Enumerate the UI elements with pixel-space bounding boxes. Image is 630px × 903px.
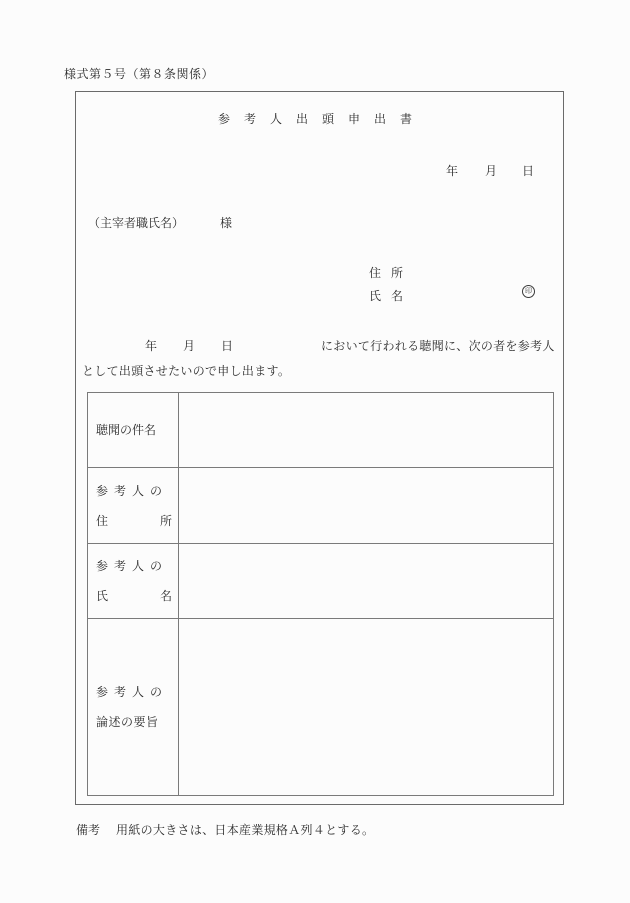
addressee-honorific: 様 bbox=[220, 216, 233, 230]
table-row-statement-summary bbox=[88, 619, 554, 796]
remarks-label: 備考 bbox=[76, 823, 101, 837]
applicant-name-label: 氏名 bbox=[369, 289, 414, 303]
applicant-details-table bbox=[87, 392, 554, 796]
field-witness-address[interactable] bbox=[179, 468, 554, 544]
label-witness-address bbox=[88, 468, 179, 544]
body-text-line2: として出頭させたいので申し出ます。 bbox=[82, 364, 291, 378]
label-char: 住 bbox=[96, 513, 109, 528]
table-row-witness-name bbox=[88, 544, 554, 619]
applicant-address-label: 住所 bbox=[369, 266, 414, 280]
label-line bbox=[96, 506, 172, 536]
label-witness-name bbox=[88, 544, 179, 619]
label-line: 聴聞の件名 bbox=[96, 423, 157, 437]
label-text: 参考人の bbox=[96, 483, 169, 498]
label-char: 名 bbox=[159, 589, 172, 603]
label-text: 参考人の bbox=[96, 685, 169, 699]
document-title-text: 参考人出頭申出書 bbox=[217, 112, 426, 126]
label-char: 氏 bbox=[96, 589, 109, 603]
remarks bbox=[76, 821, 374, 838]
label-line bbox=[96, 476, 172, 506]
label-statement-summary bbox=[88, 619, 179, 796]
label-line bbox=[96, 677, 172, 707]
hearing-year-label: 年 bbox=[145, 339, 158, 353]
label-char: 所 bbox=[159, 513, 172, 528]
label-text: 参考人の bbox=[96, 559, 169, 573]
date-month-label: 月 bbox=[485, 164, 498, 178]
addressee-placeholder: （主宰者職氏名） bbox=[88, 216, 185, 230]
field-witness-name[interactable] bbox=[179, 544, 554, 619]
label-line bbox=[96, 551, 172, 581]
document-title bbox=[0, 110, 630, 127]
label-line bbox=[96, 581, 172, 611]
label-line: 論述の要旨 bbox=[96, 715, 159, 729]
table-row-hearing-subject bbox=[88, 393, 554, 468]
field-statement-summary[interactable] bbox=[179, 619, 554, 796]
label-hearing-subject bbox=[88, 393, 179, 468]
field-hearing-subject[interactable] bbox=[179, 393, 554, 468]
hearing-month-label: 月 bbox=[183, 339, 196, 353]
date-year-label: 年 bbox=[446, 164, 459, 178]
seal-icon: 印 bbox=[522, 285, 535, 298]
body-text-line1: において行われる聴聞に、次の者を参考人 bbox=[321, 339, 555, 353]
remarks-text: 用紙の大きさは、日本産業規格Ａ列４とする。 bbox=[116, 823, 375, 837]
date-day-label: 日 bbox=[522, 164, 535, 178]
hearing-day-label: 日 bbox=[221, 339, 234, 353]
form-number: 様式第５号（第８条関係） bbox=[64, 67, 215, 81]
table-row-witness-address bbox=[88, 468, 554, 544]
